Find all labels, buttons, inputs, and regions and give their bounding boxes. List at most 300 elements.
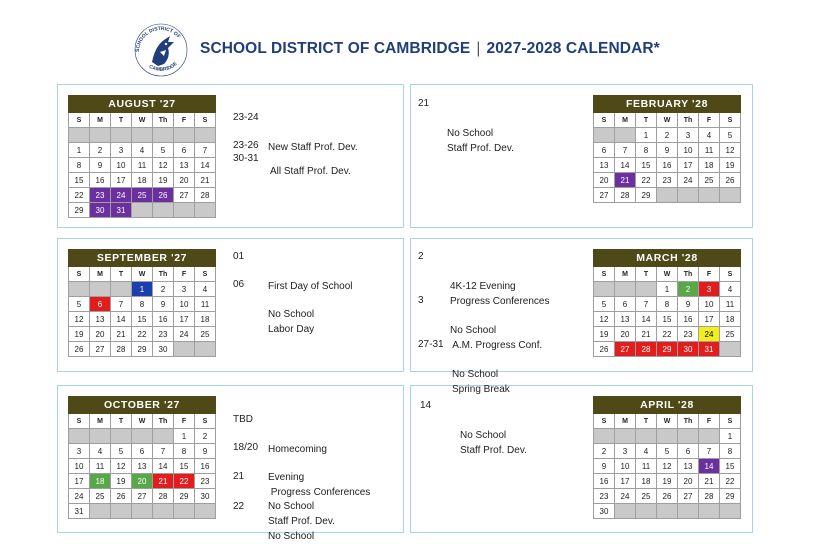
empty-cell (69, 429, 90, 444)
day-cell: 13 (615, 312, 636, 327)
empty-cell (132, 504, 153, 519)
day-cell: 1 (174, 429, 195, 444)
day-cell: 22 (69, 188, 90, 203)
day-cell: 9 (195, 444, 216, 459)
day-cell: 21 (195, 173, 216, 188)
day-cell: 8 (657, 297, 678, 312)
day-cell: 2 (195, 429, 216, 444)
day-cell: 4 (132, 143, 153, 158)
day-cell: 8 (69, 158, 90, 173)
weekday-label: M (615, 267, 636, 282)
weekday-label: M (615, 414, 636, 429)
day-cell: 12 (111, 459, 132, 474)
day-cell: 19 (657, 474, 678, 489)
note-date: 2 (418, 251, 424, 262)
weekday-label: Th (678, 267, 699, 282)
day-cell: 11 (699, 143, 720, 158)
note-text: No School Spring Break (452, 369, 510, 395)
logo-text-bottom: CAMBRIDGE (147, 60, 179, 73)
empty-cell (153, 128, 174, 143)
day-cell: 9 (153, 297, 174, 312)
weekday-label: W (132, 414, 153, 429)
weekday-label: S (69, 267, 90, 282)
day-cell: 2 (153, 282, 174, 297)
calendar-feb (593, 95, 741, 203)
empty-cell (111, 282, 132, 297)
empty-cell (195, 203, 216, 218)
weekday-label: T (111, 113, 132, 128)
month-header: FEBRUARY '28 (594, 96, 741, 113)
note-text: No School Staff Prof. Dev. (268, 501, 335, 527)
day-cell: 21 (636, 327, 657, 342)
weekday-label: T (636, 113, 657, 128)
day-cell: 13 (594, 158, 615, 173)
day-cell: 4 (699, 128, 720, 143)
day-cell: 26 (657, 489, 678, 504)
note-date: 3 (418, 295, 424, 306)
weekday-label: F (174, 113, 195, 128)
day-cell: 7 (636, 297, 657, 312)
day-cell: 4 (90, 444, 111, 459)
day-cell: 15 (636, 158, 657, 173)
day-cell: 23 (657, 173, 678, 188)
calendar-year: 2027-2028 CALENDAR* (486, 40, 660, 57)
day-cell: 15 (174, 459, 195, 474)
day-cell: 14 (195, 158, 216, 173)
weekday-label: Th (678, 113, 699, 128)
day-cell: 18 (90, 474, 111, 489)
weekday-label: Th (153, 267, 174, 282)
day-cell: 16 (90, 173, 111, 188)
day-cell: 12 (69, 312, 90, 327)
empty-cell (615, 504, 636, 519)
day-cell: 20 (678, 474, 699, 489)
day-cell: 22 (636, 173, 657, 188)
day-cell: 3 (678, 128, 699, 143)
day-cell: 16 (594, 474, 615, 489)
day-cell: 30 (594, 504, 615, 519)
empty-cell (636, 429, 657, 444)
day-cell: 19 (153, 173, 174, 188)
day-cell: 31 (111, 203, 132, 218)
day-cell: 26 (594, 342, 615, 357)
note-aug-2 (233, 139, 393, 177)
empty-cell (153, 504, 174, 519)
weekday-label: M (90, 113, 111, 128)
note-mar-1 (418, 249, 588, 307)
note-date: 27-31 (418, 339, 444, 350)
day-cell: 24 (69, 489, 90, 504)
weekday-label: W (657, 414, 678, 429)
calendar-mar (593, 249, 741, 357)
empty-cell (699, 188, 720, 203)
day-cell: 15 (132, 312, 153, 327)
day-cell: 10 (111, 158, 132, 173)
empty-cell (90, 128, 111, 143)
note-text: All Staff Prof. Dev. (270, 166, 351, 177)
empty-cell (153, 203, 174, 218)
empty-cell (195, 128, 216, 143)
day-cell: 1 (657, 282, 678, 297)
day-cell: 7 (111, 297, 132, 312)
day-cell: 7 (615, 143, 636, 158)
day-cell: 1 (720, 429, 741, 444)
weekday-label: Th (153, 113, 174, 128)
empty-cell (699, 504, 720, 519)
district-logo (130, 22, 192, 80)
day-cell: 24 (111, 188, 132, 203)
day-cell: 8 (174, 444, 195, 459)
empty-cell (111, 504, 132, 519)
day-cell: 5 (657, 444, 678, 459)
empty-cell (720, 342, 741, 357)
day-cell: 24 (678, 173, 699, 188)
day-cell: 28 (153, 489, 174, 504)
day-cell: 19 (111, 474, 132, 489)
note-date: 23-24 (233, 112, 259, 123)
day-cell: 13 (90, 312, 111, 327)
day-cell: 7 (195, 143, 216, 158)
weekday-label: F (699, 414, 720, 429)
note-date: 14 (420, 400, 432, 411)
note-text: Evening Progress Conferences (268, 472, 371, 498)
day-cell: 17 (111, 173, 132, 188)
day-cell: 1 (69, 143, 90, 158)
day-cell: 6 (132, 444, 153, 459)
note-mar-3 (418, 337, 588, 395)
day-cell: 13 (678, 459, 699, 474)
day-cell: 4 (636, 444, 657, 459)
day-cell: 25 (90, 489, 111, 504)
day-cell: 18 (636, 474, 657, 489)
note-text: No School A.M. Progress Conf. (450, 325, 543, 351)
weekday-label: S (720, 267, 741, 282)
day-cell: 25 (195, 327, 216, 342)
day-cell: 21 (615, 173, 636, 188)
day-cell: 9 (657, 143, 678, 158)
day-cell: 9 (594, 459, 615, 474)
day-cell: 2 (594, 444, 615, 459)
note-sep-2 (233, 277, 393, 335)
weekday-label: S (195, 267, 216, 282)
day-cell: 29 (174, 489, 195, 504)
day-cell: 14 (615, 158, 636, 173)
day-cell: 12 (720, 143, 741, 158)
day-cell: 4 (720, 282, 741, 297)
note-text: New Staff Prof. Dev. (268, 142, 358, 153)
weekday-label: W (657, 267, 678, 282)
day-cell: 10 (678, 143, 699, 158)
weekday-label: S (69, 113, 90, 128)
weekday-label: S (69, 414, 90, 429)
day-cell: 18 (699, 158, 720, 173)
day-cell: 28 (636, 342, 657, 357)
note-date: 21 (233, 471, 245, 482)
day-cell: 30 (678, 342, 699, 357)
weekday-label: S (594, 414, 615, 429)
day-cell: 21 (111, 327, 132, 342)
empty-cell (657, 504, 678, 519)
note-text: No School Staff Prof. Dev. (460, 430, 527, 456)
empty-cell (594, 429, 615, 444)
weekday-label: M (90, 414, 111, 429)
weekday-label: S (720, 113, 741, 128)
day-cell: 30 (90, 203, 111, 218)
day-cell: 20 (132, 474, 153, 489)
weekday-label: S (594, 113, 615, 128)
day-cell: 20 (615, 327, 636, 342)
day-cell: 25 (720, 327, 741, 342)
day-cell: 20 (174, 173, 195, 188)
day-cell: 7 (699, 444, 720, 459)
day-cell: 23 (90, 188, 111, 203)
day-cell: 6 (594, 143, 615, 158)
empty-cell (720, 188, 741, 203)
day-cell: 5 (594, 297, 615, 312)
note-oct-4 (233, 499, 393, 544)
day-cell: 11 (195, 297, 216, 312)
calendar-sep (68, 249, 216, 357)
day-cell: 1 (132, 282, 153, 297)
day-cell: 18 (195, 312, 216, 327)
day-cell: 6 (615, 297, 636, 312)
weekday-label: M (90, 267, 111, 282)
day-cell: 10 (699, 297, 720, 312)
day-cell: 9 (678, 297, 699, 312)
day-cell: 14 (636, 312, 657, 327)
empty-cell (69, 282, 90, 297)
day-cell: 10 (69, 459, 90, 474)
empty-cell (111, 128, 132, 143)
day-cell: 19 (594, 327, 615, 342)
day-cell: 5 (69, 297, 90, 312)
empty-cell (174, 128, 195, 143)
note-text: Homecoming (268, 444, 327, 455)
title-separator: | (476, 40, 481, 57)
day-cell: 29 (69, 203, 90, 218)
day-cell: 3 (174, 282, 195, 297)
day-cell: 20 (594, 173, 615, 188)
weekday-label: M (615, 113, 636, 128)
day-cell: 26 (153, 188, 174, 203)
day-cell: 26 (111, 489, 132, 504)
calendar-aug (68, 95, 216, 218)
day-cell: 29 (657, 342, 678, 357)
note-text: 4K-12 Evening Progress Conferences (450, 281, 550, 307)
day-cell: 10 (174, 297, 195, 312)
note-feb-1 (418, 96, 578, 154)
empty-cell (720, 504, 741, 519)
note-date: 18/20 (233, 442, 259, 453)
empty-cell (615, 429, 636, 444)
day-cell: 16 (657, 158, 678, 173)
page-title (200, 40, 660, 58)
note-date: 23-26 30-31 (233, 140, 259, 164)
note-text: No School (268, 531, 315, 542)
weekday-label: T (636, 414, 657, 429)
day-cell: 23 (153, 327, 174, 342)
day-cell: 3 (615, 444, 636, 459)
day-cell: 16 (678, 312, 699, 327)
note-text: No School Labor Day (268, 309, 315, 335)
day-cell: 11 (636, 459, 657, 474)
day-cell: 31 (699, 342, 720, 357)
weekday-label: S (195, 113, 216, 128)
weekday-label: T (111, 267, 132, 282)
empty-cell (174, 342, 195, 357)
day-cell: 22 (657, 327, 678, 342)
empty-cell (174, 203, 195, 218)
day-cell: 22 (132, 327, 153, 342)
day-cell: 30 (153, 342, 174, 357)
day-cell: 29 (636, 188, 657, 203)
weekday-label: F (174, 267, 195, 282)
day-cell: 28 (615, 188, 636, 203)
day-cell: 20 (90, 327, 111, 342)
empty-cell (657, 429, 678, 444)
day-cell: 15 (657, 312, 678, 327)
day-cell: 10 (615, 459, 636, 474)
day-cell: 14 (153, 459, 174, 474)
note-text: No School Staff Prof. Dev. (447, 128, 514, 154)
day-cell: 25 (132, 188, 153, 203)
weekday-label: S (720, 414, 741, 429)
day-cell: 25 (636, 489, 657, 504)
empty-cell (132, 128, 153, 143)
day-cell: 8 (636, 143, 657, 158)
day-cell: 17 (699, 312, 720, 327)
day-cell: 3 (111, 143, 132, 158)
empty-cell (657, 188, 678, 203)
weekday-label: T (111, 414, 132, 429)
day-cell: 25 (699, 173, 720, 188)
month-header: APRIL '28 (594, 397, 741, 414)
day-cell: 12 (153, 158, 174, 173)
day-cell: 11 (720, 297, 741, 312)
empty-cell (174, 504, 195, 519)
day-cell: 22 (174, 474, 195, 489)
day-cell: 16 (153, 312, 174, 327)
weekday-label: Th (153, 414, 174, 429)
weekday-label: F (174, 414, 195, 429)
day-cell: 15 (69, 173, 90, 188)
note-text: First Day of School (268, 281, 353, 292)
empty-cell (90, 429, 111, 444)
empty-cell (615, 128, 636, 143)
day-cell: 17 (678, 158, 699, 173)
day-cell: 18 (132, 173, 153, 188)
weekday-label: W (132, 113, 153, 128)
weekday-label: Th (678, 414, 699, 429)
day-cell: 17 (174, 312, 195, 327)
month-header: MARCH '28 (594, 250, 741, 267)
day-cell: 22 (720, 474, 741, 489)
empty-cell (111, 429, 132, 444)
day-cell: 19 (69, 327, 90, 342)
day-cell: 30 (195, 489, 216, 504)
day-cell: 6 (174, 143, 195, 158)
day-cell: 12 (594, 312, 615, 327)
empty-cell (195, 504, 216, 519)
day-cell: 14 (699, 459, 720, 474)
day-cell: 5 (720, 128, 741, 143)
empty-cell (195, 342, 216, 357)
logo-text-top: SCHOOL DISTRICT OF (134, 25, 182, 53)
day-cell: 28 (195, 188, 216, 203)
day-cell: 5 (111, 444, 132, 459)
day-cell: 27 (594, 188, 615, 203)
empty-cell (132, 429, 153, 444)
empty-cell (594, 128, 615, 143)
day-cell: 23 (678, 327, 699, 342)
weekday-label: T (636, 267, 657, 282)
district-name: SCHOOL DISTRICT OF CAMBRIDGE (200, 40, 471, 57)
day-cell: 23 (195, 474, 216, 489)
day-cell: 26 (720, 173, 741, 188)
note-date: TBD (233, 414, 253, 425)
day-cell: 8 (720, 444, 741, 459)
day-cell: 17 (615, 474, 636, 489)
day-cell: 24 (615, 489, 636, 504)
day-cell: 24 (699, 327, 720, 342)
weekday-label: F (699, 113, 720, 128)
weekday-label: F (699, 267, 720, 282)
note-date: 06 (233, 279, 245, 290)
note-date: 21 (418, 98, 430, 109)
empty-cell (90, 282, 111, 297)
day-cell: 27 (90, 342, 111, 357)
day-cell: 28 (111, 342, 132, 357)
day-cell: 29 (720, 489, 741, 504)
month-header: AUGUST '27 (69, 96, 216, 113)
day-cell: 12 (657, 459, 678, 474)
day-cell: 21 (699, 474, 720, 489)
day-cell: 27 (678, 489, 699, 504)
day-cell: 28 (699, 489, 720, 504)
empty-cell (615, 282, 636, 297)
day-cell: 24 (174, 327, 195, 342)
day-cell: 17 (69, 474, 90, 489)
empty-cell (90, 504, 111, 519)
day-cell: 13 (174, 158, 195, 173)
weekday-label: S (195, 414, 216, 429)
day-cell: 3 (69, 444, 90, 459)
day-cell: 27 (174, 188, 195, 203)
day-cell: 11 (90, 459, 111, 474)
day-cell: 1 (636, 128, 657, 143)
month-header: SEPTEMBER '27 (69, 250, 216, 267)
day-cell: 8 (132, 297, 153, 312)
day-cell: 31 (69, 504, 90, 519)
note-date: 22 (233, 501, 245, 512)
empty-cell (594, 282, 615, 297)
empty-cell (699, 429, 720, 444)
day-cell: 11 (132, 158, 153, 173)
day-cell: 9 (90, 158, 111, 173)
day-cell: 29 (132, 342, 153, 357)
day-cell: 13 (132, 459, 153, 474)
day-cell: 6 (678, 444, 699, 459)
day-cell: 3 (699, 282, 720, 297)
day-cell: 7 (153, 444, 174, 459)
day-cell: 15 (720, 459, 741, 474)
note-date: 01 (233, 251, 245, 262)
day-cell: 5 (153, 143, 174, 158)
day-cell: 27 (132, 489, 153, 504)
note-apr-1 (420, 398, 580, 456)
day-cell: 16 (195, 459, 216, 474)
calendar-apr (593, 396, 741, 519)
